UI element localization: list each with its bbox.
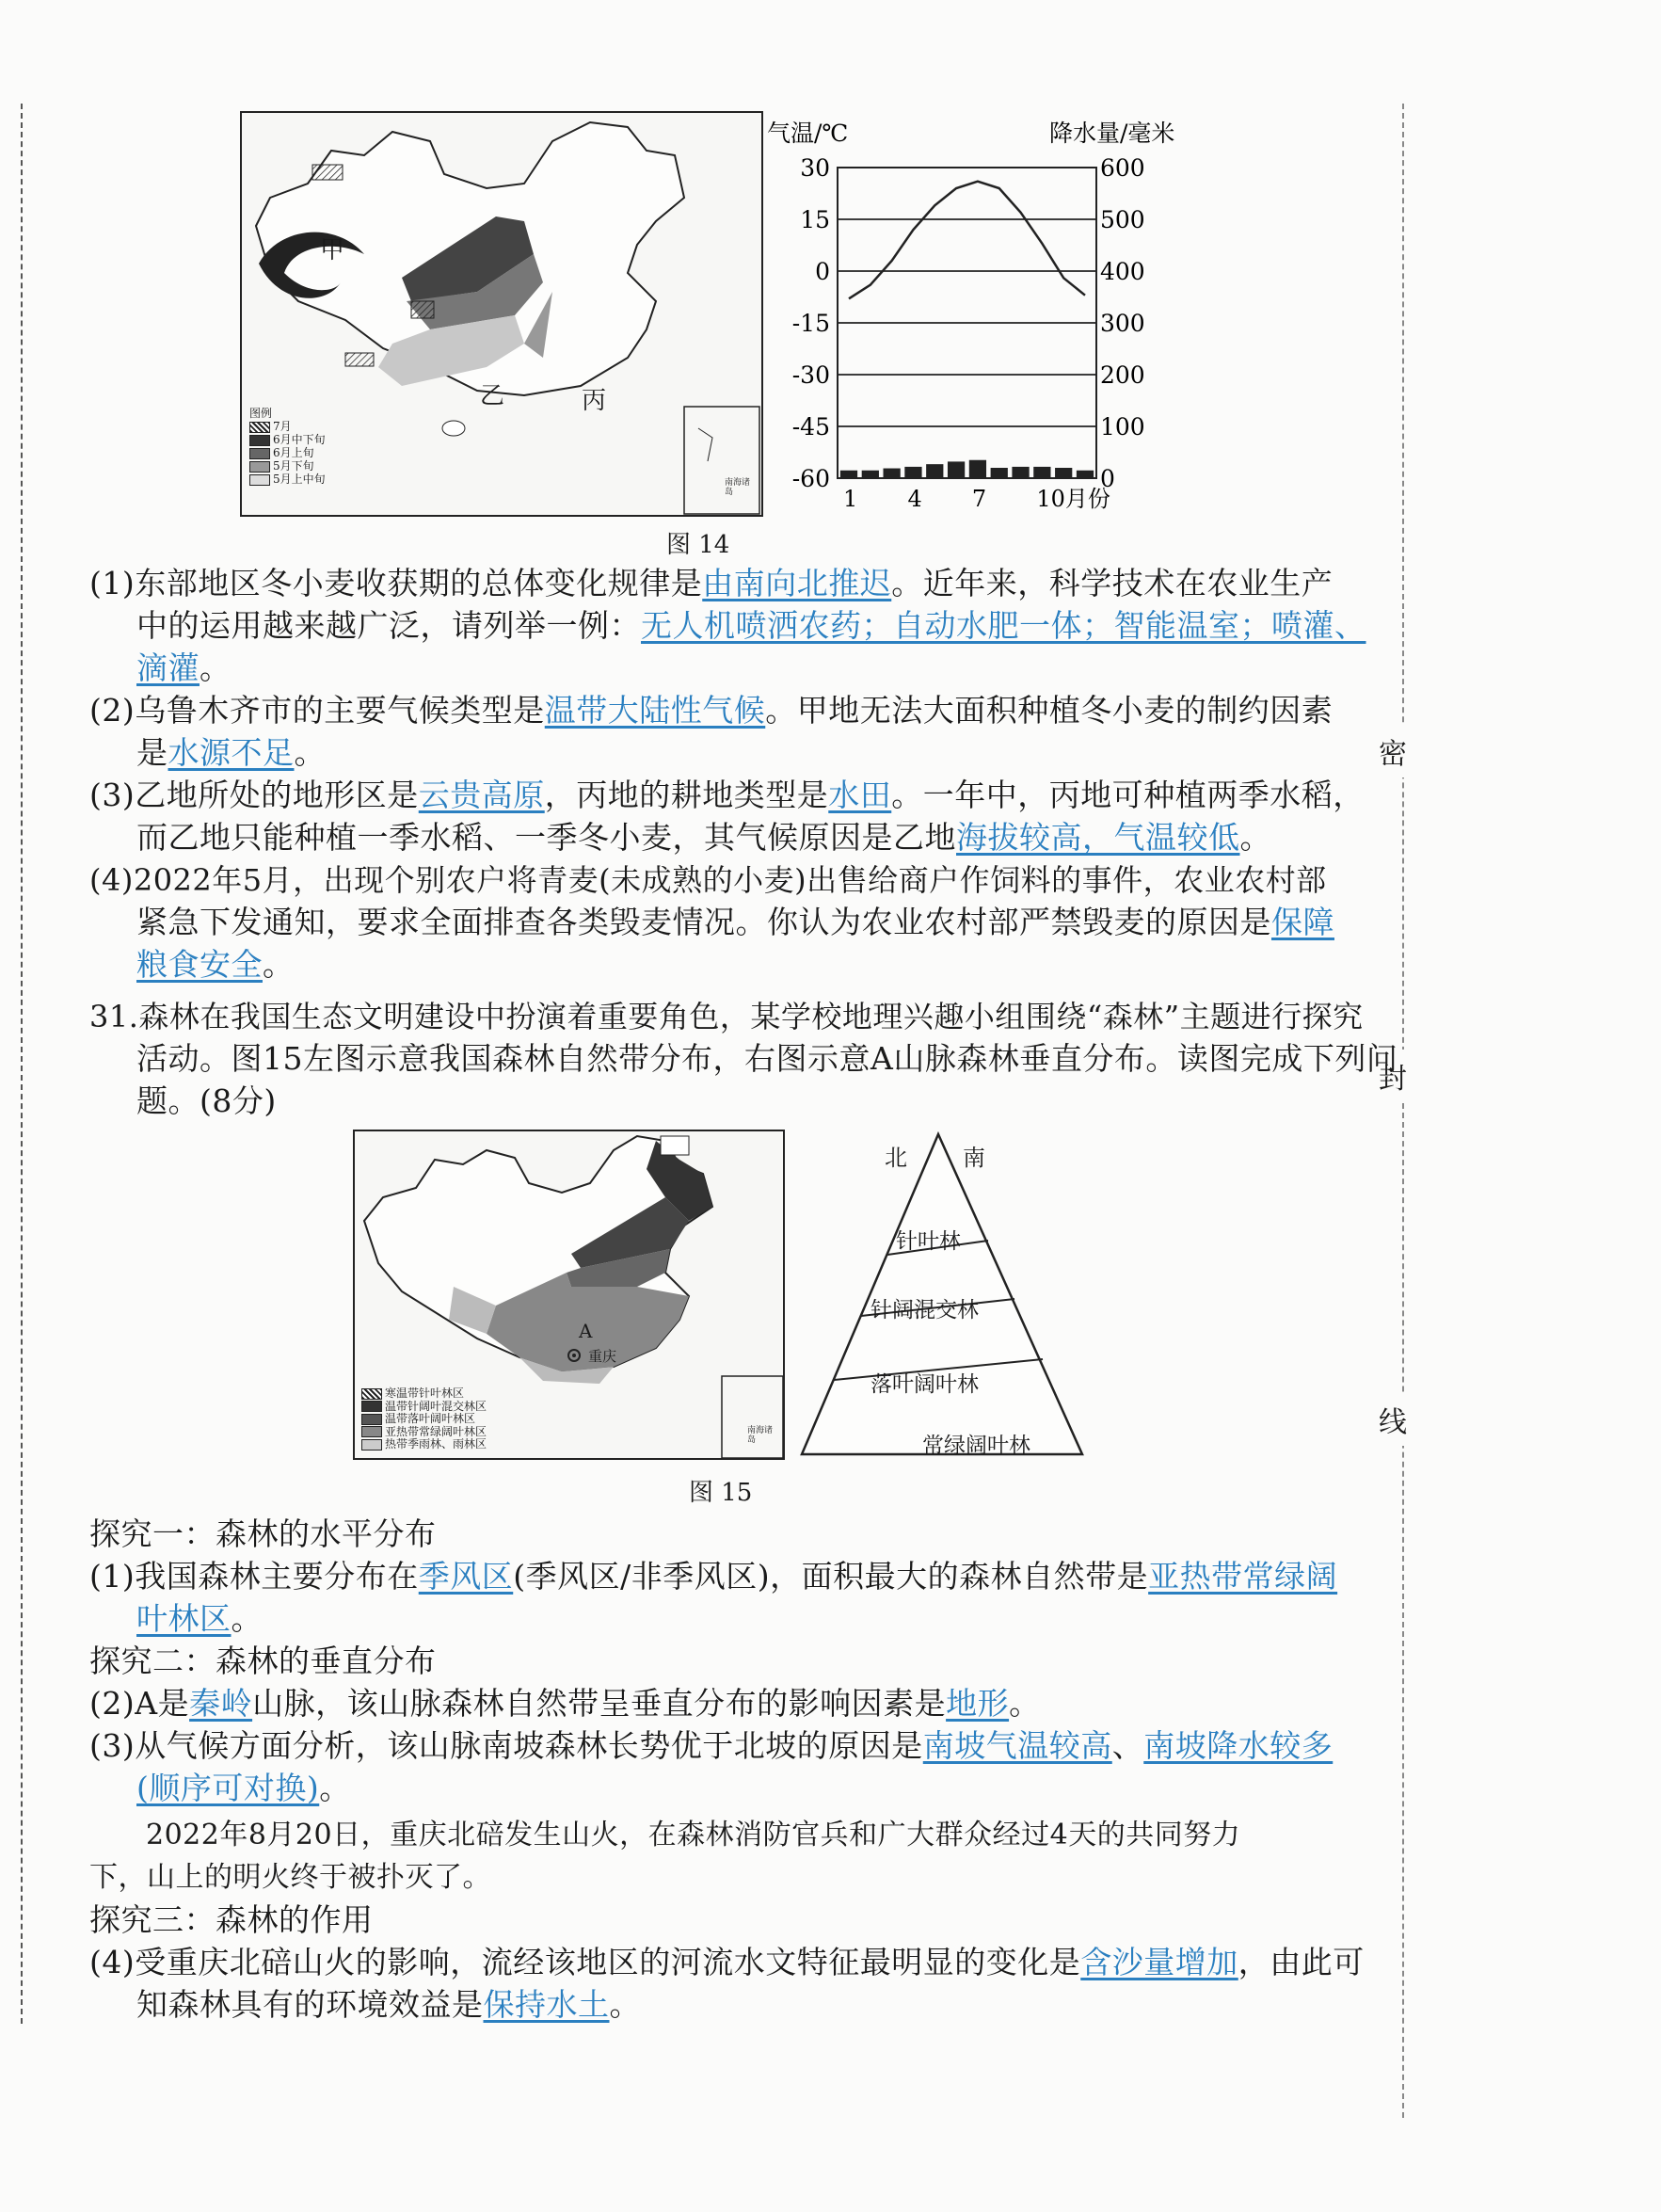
legend-item: 亚热带常绿阔叶林区: [361, 1426, 487, 1439]
answer: 秦岭: [189, 1685, 253, 1722]
x-tick: 7: [971, 486, 987, 512]
q30-p1-line2: 中的运用越来越广泛，请列举一例：无人机喷洒农药；自动水肥一体；智能温室；喷灌、: [136, 607, 1366, 644]
label-north: 北: [885, 1145, 907, 1171]
label-chongqing: 重庆: [588, 1348, 617, 1365]
answer: 滴灌: [136, 649, 200, 686]
legend-item: 温带落叶阔叶林区: [361, 1413, 487, 1426]
precip-bar: [904, 467, 921, 478]
legend-item: 寒温带针叶林区: [361, 1387, 487, 1401]
x-tick: 4: [907, 486, 922, 512]
y-right-tick: 500: [1100, 206, 1145, 233]
precip-bar: [884, 469, 901, 478]
explore-q3-line1: (3)从气候方面分析，该山脉南坡森林长势优于北坡的原因是南坡气温较高、南坡降水较多: [89, 1727, 1334, 1764]
label-south: 南: [963, 1145, 985, 1171]
precip-bar: [1033, 467, 1050, 478]
fig15-caption: 图 15: [689, 1479, 753, 1507]
q30-p3-line2: 而乙地只能种植一季水稻、一季冬小麦，其气候原因是乙地海拔较高，气温较低。: [136, 819, 1271, 856]
y-left-tick: -60: [791, 465, 830, 492]
answer: (顺序可对换): [136, 1770, 320, 1806]
south-sea-inset: [684, 407, 759, 514]
explore-3-heading: 探究三：森林的作用: [89, 1901, 374, 1938]
ylabel-left: 气温/℃: [767, 120, 849, 147]
answer: 亚热带常绿阔: [1148, 1558, 1338, 1595]
answer: 海拔较高，气温较低: [956, 819, 1240, 856]
explore-q4-line2: 知森林具有的环境效益是保持水土。: [136, 1986, 641, 2023]
explore-q4-line1: (4)受重庆北碚山火的影响，流经该地区的河流水文特征最明显的变化是含沙量增加，由此可: [89, 1944, 1365, 1980]
belt-evergreen: 常绿阔叶林: [922, 1434, 1030, 1458]
fig14-caption: 图 14: [666, 531, 730, 559]
answer: 保障: [1271, 904, 1334, 940]
precip-bar: [926, 464, 943, 478]
story-line2: 下，山上的明火终于被扑灭了。: [89, 1861, 491, 1894]
explore-q2: (2)A是秦岭山脉，该山脉森林自然带呈垂直分布的影响因素是地形。: [89, 1685, 1041, 1722]
q30-p1-line3: 滴灌。: [136, 649, 232, 686]
explore-2-heading: 探究二：森林的垂直分布: [89, 1643, 437, 1679]
y-right-tick: 300: [1100, 310, 1145, 337]
legend-item: 热带季雨林、雨林区: [361, 1438, 487, 1451]
belt-deciduous: 落叶阔叶林: [870, 1372, 979, 1397]
answer: 含沙量增加: [1080, 1944, 1238, 1980]
q30-p4-line2: 紧急下发通知，要求全面排查各类毁麦情况。你认为农业农村部严禁毁麦的原因是保障: [136, 904, 1334, 940]
precip-bar: [969, 460, 986, 478]
precip-bar: [1012, 467, 1029, 478]
answer: 南坡降水较多: [1143, 1727, 1334, 1764]
answer: 温带大陆性气候: [544, 692, 766, 729]
explore-q1-line1: (1)我国森林主要分布在季风区(季风区/非季风区)，面积最大的森林自然带是亚热带常绿阔: [89, 1558, 1338, 1595]
answer: 粮食安全: [136, 946, 263, 983]
seal-char-feng: 封: [1379, 1050, 1407, 1102]
inset-label: 南海诸岛: [725, 478, 751, 497]
legend-item: 6月上旬: [249, 446, 326, 459]
x-tick: 1: [843, 486, 858, 512]
legend-item: 温带针阔叶混交林区: [361, 1401, 487, 1414]
map-label-jia: 甲: [320, 236, 345, 264]
seal-char-xian: 线: [1379, 1393, 1407, 1446]
y-right-tick: 200: [1100, 361, 1145, 389]
y-right-tick: 400: [1100, 258, 1145, 285]
belt-coniferous: 针叶林: [896, 1229, 961, 1254]
x-tick: 10月份: [1036, 486, 1110, 512]
legend-title: 图例: [249, 407, 273, 420]
y-left-tick: -15: [791, 310, 830, 337]
y-left-tick: 30: [800, 154, 830, 182]
ylabel-right: 降水量/毫米: [1049, 120, 1175, 147]
legend-item: 5月下旬: [249, 459, 326, 473]
answer: 保持水土: [483, 1986, 610, 2023]
legend-item: 6月中下旬: [249, 433, 326, 446]
fig15-legend: [361, 1387, 487, 1451]
q30-p1-line1: (1)东部地区冬小麦收获期的总体变化规律是由南向北推迟。近年来，科学技术在农业生产: [89, 565, 1334, 601]
y-right-tick: 100: [1100, 413, 1145, 441]
q30-p4-line3: 粮食安全。: [136, 946, 295, 983]
map-label-bing: 丙: [582, 387, 607, 415]
story-line1: 2022年8月20日，重庆北碚发生山火，在森林消防官兵和广大群众经过4天的共同努力: [146, 1819, 1241, 1851]
binding-line: [1402, 104, 1404, 2118]
explore-q1-line2: 叶林区。: [136, 1600, 263, 1637]
y-left-tick: -45: [791, 413, 830, 441]
precip-bar: [1077, 471, 1094, 478]
belt-mixed: 针阔混交林: [870, 1298, 979, 1322]
q30-p3-line1: (3)乙地所处的地形区是云贵高原，丙地的耕地类型是水田。一年中，丙地可种植两季水稻，: [89, 777, 1365, 813]
answer: 水源不足: [168, 734, 295, 771]
map-label-yi: 乙: [480, 382, 505, 410]
explore-q3-line2: (顺序可对换)。: [136, 1770, 351, 1806]
left-margin-line: [21, 104, 23, 2024]
precip-bar: [840, 471, 857, 478]
answer: 季风区: [418, 1558, 514, 1595]
climate-chart: [762, 113, 1214, 527]
precip-bar: [991, 468, 1008, 478]
fig14-legend: [249, 407, 326, 486]
q31-line1: 31.森林在我国生态文明建设中扮演着重要角色，某学校地理兴趣小组围绕“森林”主题进行探究: [89, 999, 1364, 1034]
q30-p2-line1: (2)乌鲁木齐市的主要气候类型是温带大陆性气候。甲地无法大面积种植冬小麦的制约因素: [89, 692, 1334, 729]
precip-bar: [1055, 468, 1072, 478]
q31-line2: 活动。图15左图示意我国森林自然带分布，右图示意A山脉森林垂直分布。读图完成下列问: [136, 1040, 1398, 1077]
y-right-tick: 0: [1100, 465, 1115, 492]
legend-item: 5月上中旬: [249, 473, 326, 486]
precip-bar: [948, 461, 965, 478]
answer: 地形: [946, 1685, 1010, 1722]
answer: 无人机喷洒农药；自动水肥一体；智能温室；喷灌、: [641, 607, 1366, 644]
q30-p4-line1: (4)2022年5月，出现个别农户将青麦(未成熟的小麦)出售给商户作饲料的事件，农业农村部: [89, 862, 1327, 898]
q30-p2-line2: 是水源不足。: [136, 734, 326, 771]
seal-char-mi: 密: [1379, 725, 1407, 777]
answer: 由南向北推迟: [702, 565, 892, 601]
temperature-line: [849, 182, 1085, 299]
answer: 叶林区: [136, 1600, 232, 1637]
precip-bar: [862, 471, 879, 478]
answer: 云贵高原: [418, 777, 545, 813]
answer: 水田: [828, 777, 892, 813]
answer: 南坡气温较高: [922, 1727, 1112, 1764]
q31-line3: 题。(8分): [136, 1082, 277, 1119]
fig15-inset-label: 南海诸岛: [747, 1426, 774, 1445]
y-left-tick: 15: [800, 206, 830, 233]
y-right-tick: 600: [1100, 154, 1145, 182]
label-a: A: [579, 1320, 593, 1342]
y-left-tick: -30: [791, 361, 830, 389]
y-left-tick: 0: [815, 258, 830, 285]
explore-1-heading: 探究一：森林的水平分布: [89, 1515, 437, 1552]
legend-item: 7月: [249, 420, 326, 433]
